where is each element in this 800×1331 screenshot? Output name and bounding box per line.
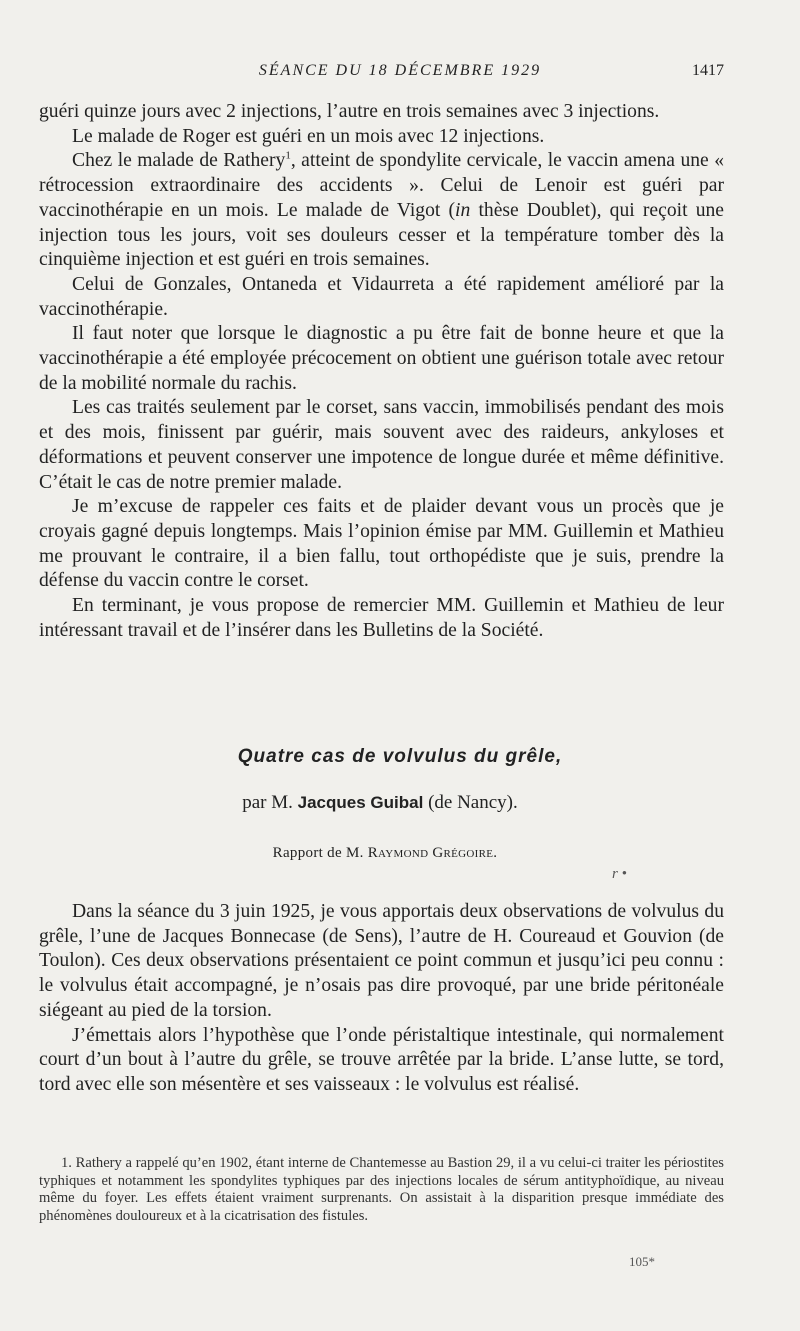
paragraph: Je m’excuse de rappeler ces faits et de plaider devant vous un procès que je croyais gagné depuis longtemps. Mais l’opinion émise par MM. Guillemin et Mathieu me prouvant le contraire, il a bien fallu, tout orthopédiste que je suis, prendre la défense du vaccin contre le corset. <box>39 496 724 592</box>
signature-mark: 105* <box>629 1254 655 1269</box>
footnote-reference: 1 <box>285 149 291 162</box>
page-number: 1417 <box>692 62 724 79</box>
report-conclusion-text <box>39 100 724 643</box>
paragraph: Celui de Gonzales, Ontaneda et Vidaurreta a été rapidement amélioré par la vaccinothérapie. <box>39 273 724 320</box>
text-run: thèse Doublet), qui reçoit une injection tous les jours, voit ses douleurs cesser et la température tomber dès la cinquième injection et est guéri en trois semaines. <box>39 199 724 271</box>
footnote <box>39 1155 724 1225</box>
paragraph: En terminant, je vous propose de remercier MM. Guillemin et Mathieu de leur intéressant travail et de l’insérer dans les Bulletins de la Société. <box>39 595 724 641</box>
byline <box>0 792 760 814</box>
byline-prefix: par M. <box>242 792 293 813</box>
author-name: Jacques Guibal <box>297 793 424 812</box>
paragraph <box>39 149 724 273</box>
byline-suffix: (de Nancy). <box>428 792 518 813</box>
text-run: , atteint de spondylite cervicale, le vaccin amena une « rétrocession extraordinaire des accidents ». Celui de Lenoir est guéri par vaccinothérapie en un mois. Le malade de Vigot ( <box>39 150 725 221</box>
running-head <box>0 62 800 82</box>
paragraph: Le malade de Roger est guéri en un mois avec 12 injections. <box>72 125 545 147</box>
report-line <box>0 845 770 862</box>
italic-text: in <box>455 199 471 221</box>
footnote-text: 1. Rathery a rappelé qu’en 1902, étant interne de Chantemesse au Bastion 29, il a vu celui-ci traiter les périostites typhiques et notamment les spondylites typhiques par des injections locales de sérum antityphoïdique, au niveau même du foyer. Les effets étaient vraiment surprenants. On assistait à la disparition presque immédiate des phénomènes douloureux et à la cicatrisation des fistules. <box>39 1155 724 1224</box>
paragraph: Il faut noter que lorsque le diagnostic a pu être fait de bonne heure et que la vaccinothérapie a été employée précocement on obtient une guérison totale avec retour de la mobilité normale du rachis. <box>39 323 724 394</box>
article-body <box>39 900 724 1098</box>
article-title: Quatre cas de volvulus du grêle, <box>237 746 563 767</box>
running-title: SÉANCE DU 18 DÉCEMBRE 1929 <box>258 62 542 79</box>
text-run: Chez le malade de Rathery <box>72 150 286 172</box>
report-prefix: Rapport de M. <box>272 845 364 861</box>
paragraph: guéri quinze jours avec 2 injections, l’autre en trois semaines avec 3 injections. <box>39 101 660 122</box>
paragraph: Dans la séance du 3 juin 1925, je vous apportais deux observations de volvulus du grêle, l’une de Jacques Bonnecase (de Sens), l’autre de H. Coureaud et Gouvion (de Toulon). Ces deux observations présentaient ce point commun et jusqu’ici peu connu : le volvulus était accompagné, je n’osais pas dire provoqué, par une bride péritonéale siégeant au pied de la torsion. <box>39 901 724 1021</box>
margin-mark: r • <box>612 866 627 882</box>
paragraph: J’émettais alors l’hypothèse que l’onde péristaltique intestinale, qui normalement court d’un bout à l’autre du grêle, se trouve arrêtée par la bride. L’anse lutte, se tord, tord avec elle son mésentère et ses vaisseaux : le volvulus est réalisé. <box>39 1024 724 1095</box>
paragraph: Les cas traités seulement par le corset, sans vaccin, immobilisés pendant des mois et des mois, finissent par guérir, mais souvent avec des raideurs, ankyloses et déformations et peuvent conserver une impotence de longue durée et même définitive. C’était le cas de notre premier malade. <box>39 397 724 493</box>
reporter-name: Raymond Grégoire. <box>367 845 498 861</box>
